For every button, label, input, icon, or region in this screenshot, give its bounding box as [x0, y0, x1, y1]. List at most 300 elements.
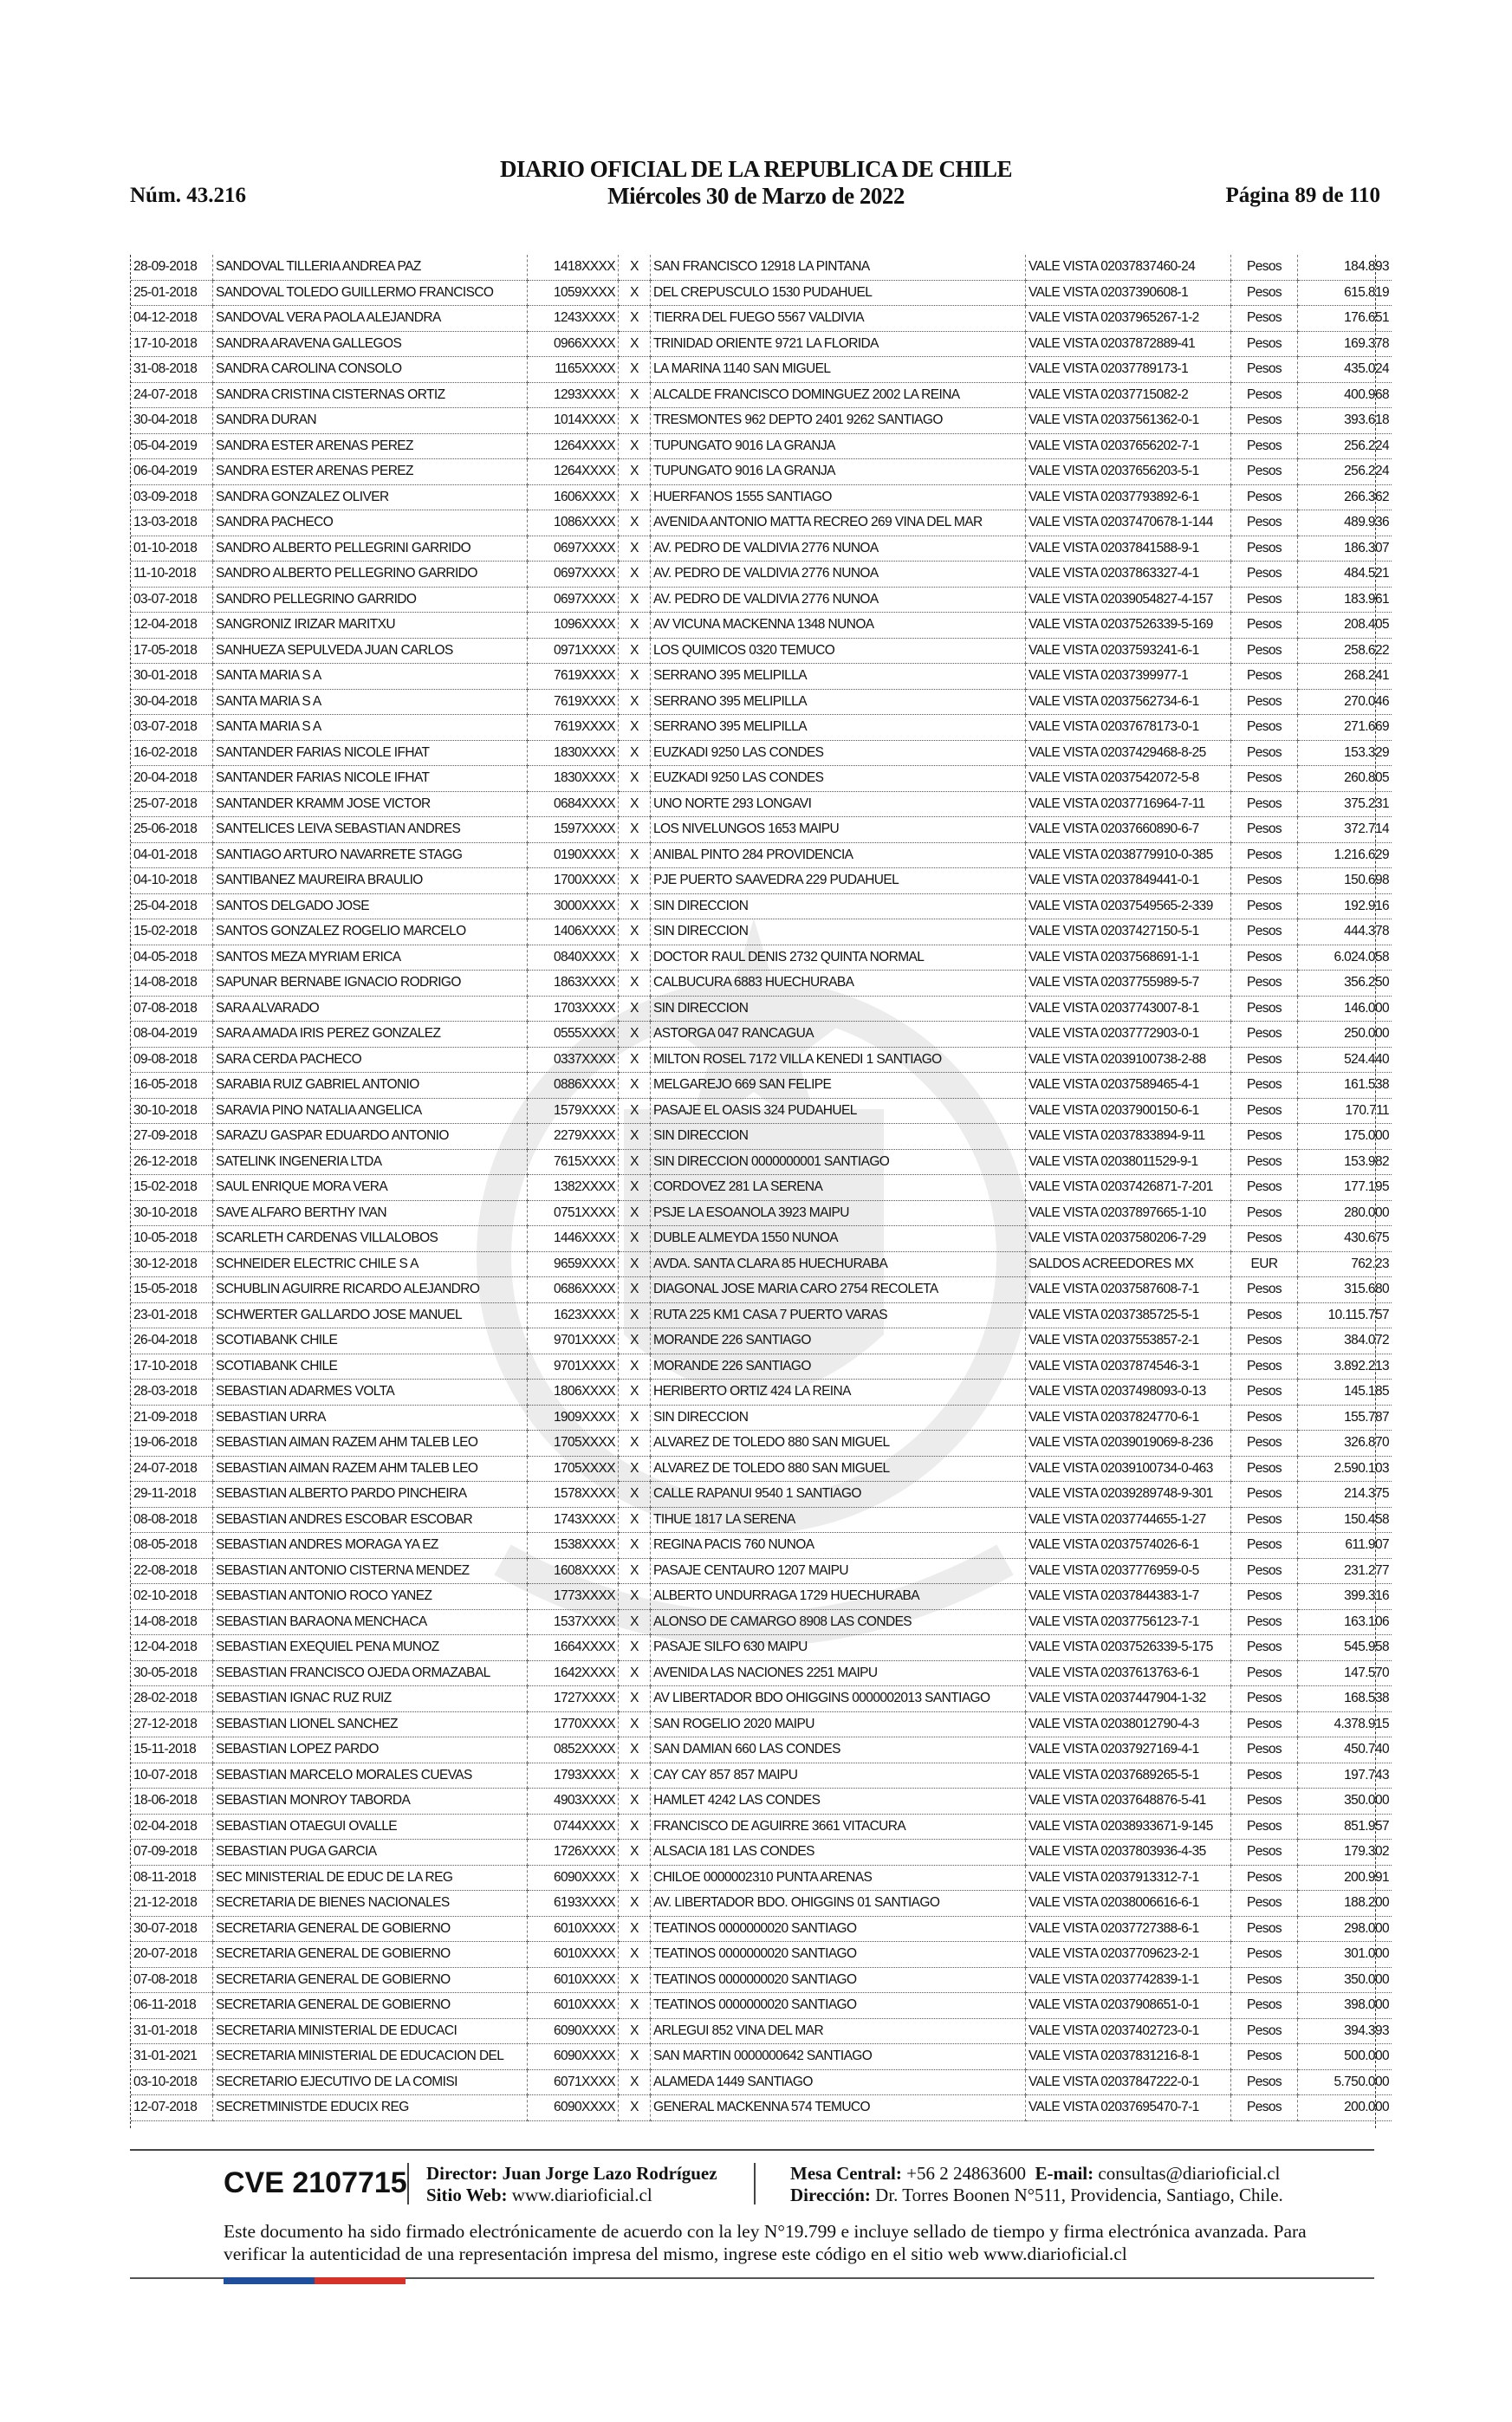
rut-cell: 0744XXXX: [528, 1814, 619, 1840]
rut-cell: 6090XXXX: [528, 1865, 619, 1891]
document-cell: VALE VISTA 02037689265-5-1: [1026, 1763, 1231, 1789]
amount-cell: 271.669: [1298, 715, 1392, 741]
address-value: Dr. Torres Boonen N°511, Providencia, Santiago, Chile.: [875, 2185, 1283, 2205]
amount-cell: 256.224: [1298, 459, 1392, 485]
document-cell: VALE VISTA 02037526339-5-175: [1026, 1635, 1231, 1661]
table-row: [131, 484, 1392, 510]
mark-cell: X: [619, 1405, 651, 1431]
date-cell: 15-11-2018: [131, 1737, 213, 1763]
gazette-title-line1: DIARIO OFICIAL DE LA REPUBLICA DE CHILE: [499, 156, 1013, 182]
date-cell: 08-05-2018: [131, 1533, 213, 1559]
address-cell: SERRANO 395 MELIPILLA: [651, 664, 1026, 690]
table-row: [131, 1609, 1392, 1635]
mark-cell: X: [619, 740, 651, 766]
address-cell: DUBLE ALMEYDA 1550 NUNOA: [651, 1226, 1026, 1252]
document-cell: SALDOS ACREEDORES MX: [1026, 1251, 1231, 1277]
table-row: [131, 1763, 1392, 1789]
table-row: [131, 1660, 1392, 1686]
amount-cell: 350.000: [1298, 1789, 1392, 1815]
table-row: [131, 1686, 1392, 1712]
table-row: [131, 1149, 1392, 1175]
table-row: [131, 1251, 1392, 1277]
table-row: [131, 1354, 1392, 1380]
mark-cell: X: [619, 868, 651, 894]
currency-cell: Pesos: [1231, 510, 1298, 536]
date-cell: 02-04-2018: [131, 1814, 213, 1840]
currency-cell: Pesos: [1231, 484, 1298, 510]
document-cell: VALE VISTA 02037897665-1-10: [1026, 1200, 1231, 1226]
address-cell: SIN DIRECCION: [651, 893, 1026, 919]
table-row: [131, 1098, 1392, 1124]
table-row: [131, 587, 1392, 613]
rut-cell: 0852XXXX: [528, 1737, 619, 1763]
date-cell: 27-12-2018: [131, 1711, 213, 1737]
amount-cell: 258.622: [1298, 638, 1392, 664]
amount-cell: 250.000: [1298, 1022, 1392, 1048]
currency-cell: Pesos: [1231, 1149, 1298, 1175]
document-cell: VALE VISTA 02037833894-9-11: [1026, 1124, 1231, 1150]
address-cell: TRINIDAD ORIENTE 9721 LA FLORIDA: [651, 331, 1026, 357]
mark-cell: X: [619, 1609, 651, 1635]
date-cell: 08-11-2018: [131, 1865, 213, 1891]
currency-cell: Pesos: [1231, 1302, 1298, 1328]
amount-cell: 200.000: [1298, 2095, 1392, 2121]
amount-cell: 270.046: [1298, 689, 1392, 715]
address-cell: SERRANO 395 MELIPILLA: [651, 689, 1026, 715]
rut-cell: 0697XXXX: [528, 536, 619, 562]
document-cell: VALE VISTA 02037648876-5-41: [1026, 1789, 1231, 1815]
amount-cell: 851.957: [1298, 1814, 1392, 1840]
table-row: [131, 791, 1392, 817]
rut-cell: 1597XXXX: [528, 817, 619, 843]
mark-cell: X: [619, 1328, 651, 1354]
address-cell: DIAGONAL JOSE MARIA CARO 2754 RECOLETA: [651, 1277, 1026, 1303]
beneficiary-name-cell: SCARLETH CARDENAS VILLALOBOS: [213, 1226, 528, 1252]
rut-cell: 7619XXXX: [528, 664, 619, 690]
table-row: [131, 664, 1392, 690]
amount-cell: 545.958: [1298, 1635, 1392, 1661]
amount-cell: 350.000: [1298, 1967, 1392, 1993]
address-cell: RUTA 225 KM1 CASA 7 PUERTO VARAS: [651, 1302, 1026, 1328]
address-cell: AV. PEDRO DE VALDIVIA 2776 NUNOA: [651, 536, 1026, 562]
rut-cell: 1830XXXX: [528, 766, 619, 792]
currency-cell: Pesos: [1231, 945, 1298, 971]
amount-cell: 168.538: [1298, 1686, 1392, 1712]
date-cell: 10-07-2018: [131, 1763, 213, 1789]
mark-cell: X: [619, 1073, 651, 1099]
mark-cell: X: [619, 1533, 651, 1559]
date-cell: 03-07-2018: [131, 715, 213, 741]
currency-cell: Pesos: [1231, 306, 1298, 332]
document-cell: VALE VISTA 02038011529-9-1: [1026, 1149, 1231, 1175]
date-cell: 30-12-2018: [131, 1251, 213, 1277]
amount-cell: 326.870: [1298, 1431, 1392, 1457]
date-cell: 26-04-2018: [131, 1328, 213, 1354]
table-row: [131, 893, 1392, 919]
mark-cell: X: [619, 2018, 651, 2044]
mark-cell: X: [619, 1942, 651, 1968]
footer-director-block: [426, 2163, 717, 2206]
date-cell: 22-08-2018: [131, 1558, 213, 1584]
amount-cell: 208.405: [1298, 613, 1392, 639]
rut-cell: 1909XXXX: [528, 1405, 619, 1431]
currency-cell: Pesos: [1231, 1354, 1298, 1380]
beneficiary-name-cell: SEBASTIAN ANTONIO ROCO YANEZ: [213, 1584, 528, 1610]
rut-cell: 6193XXXX: [528, 1891, 619, 1917]
rut-cell: 1773XXXX: [528, 1584, 619, 1610]
mark-cell: X: [619, 484, 651, 510]
address-cell: TUPUNGATO 9016 LA GRANJA: [651, 433, 1026, 459]
table-row: [131, 842, 1392, 868]
document-cell: VALE VISTA 02037561362-0-1: [1026, 408, 1231, 434]
table-row: [131, 2018, 1392, 2044]
amount-cell: 524.440: [1298, 1047, 1392, 1073]
email-link[interactable]: consultas@diarioficial.cl: [1098, 2163, 1281, 2184]
beneficiary-name-cell: SARAVIA PINO NATALIA ANGELICA: [213, 1098, 528, 1124]
rut-cell: 1014XXXX: [528, 408, 619, 434]
document-cell: VALE VISTA 02037908651-0-1: [1026, 1993, 1231, 2019]
mark-cell: X: [619, 613, 651, 639]
footer-separator: [754, 2163, 756, 2204]
document-cell: VALE VISTA 02037613763-6-1: [1026, 1660, 1231, 1686]
address-cell: ARLEGUI 852 VINA DEL MAR: [651, 2018, 1026, 2044]
rut-cell: 0966XXXX: [528, 331, 619, 357]
document-cell: VALE VISTA 02037589465-4-1: [1026, 1073, 1231, 1099]
date-cell: 04-12-2018: [131, 306, 213, 332]
date-cell: 14-08-2018: [131, 971, 213, 997]
amount-cell: 398.000: [1298, 1993, 1392, 2019]
currency-cell: Pesos: [1231, 1686, 1298, 1712]
mark-cell: X: [619, 1200, 651, 1226]
address-cell: PJE PUERTO SAAVEDRA 229 PUDAHUEL: [651, 868, 1026, 894]
beneficiary-name-cell: SEBASTIAN PUGA GARCIA: [213, 1840, 528, 1866]
rut-cell: 1830XXXX: [528, 740, 619, 766]
date-cell: 13-03-2018: [131, 510, 213, 536]
beneficiary-name-cell: SECRETARIA DE BIENES NACIONALES: [213, 1891, 528, 1917]
document-cell: VALE VISTA 02037841588-9-1: [1026, 536, 1231, 562]
beneficiary-name-cell: SEBASTIAN FRANCISCO OJEDA ORMAZABAL: [213, 1660, 528, 1686]
currency-cell: Pesos: [1231, 1022, 1298, 1048]
address-label: Dirección:: [790, 2185, 871, 2205]
document-cell: VALE VISTA 02037844383-1-7: [1026, 1584, 1231, 1610]
mark-cell: X: [619, 996, 651, 1022]
mark-cell: X: [619, 1507, 651, 1533]
table-row: [131, 1277, 1392, 1303]
currency-cell: Pesos: [1231, 1175, 1298, 1201]
mark-cell: X: [619, 1737, 651, 1763]
amount-cell: 615.819: [1298, 280, 1392, 306]
date-cell: 05-04-2019: [131, 433, 213, 459]
date-cell: 15-02-2018: [131, 1175, 213, 1201]
rut-cell: 0337XXXX: [528, 1047, 619, 1073]
amount-cell: 10.115.757: [1298, 1302, 1392, 1328]
currency-cell: Pesos: [1231, 1865, 1298, 1891]
beneficiary-name-cell: SANDOVAL TOLEDO GUILLERMO FRANCISCO: [213, 280, 528, 306]
rut-cell: 7619XXXX: [528, 715, 619, 741]
date-cell: 02-10-2018: [131, 1584, 213, 1610]
address-cell: LA MARINA 1140 SAN MIGUEL: [651, 357, 1026, 383]
address-cell: ALCALDE FRANCISCO DOMINGUEZ 2002 LA REINA: [651, 382, 1026, 408]
table-row: [131, 1840, 1392, 1866]
currency-cell: Pesos: [1231, 587, 1298, 613]
mark-cell: X: [619, 280, 651, 306]
gazette-date: Miércoles 30 de Marzo de 2022: [607, 183, 905, 209]
beneficiary-name-cell: SEBASTIAN ANDRES ESCOBAR ESCOBAR: [213, 1507, 528, 1533]
table-row: [131, 459, 1392, 485]
date-cell: 25-01-2018: [131, 280, 213, 306]
mark-cell: X: [619, 1175, 651, 1201]
date-cell: 06-11-2018: [131, 1993, 213, 2019]
issue-number: Núm. 43.216: [130, 184, 247, 207]
beneficiary-name-cell: SEBASTIAN IGNAC RUZ RUIZ: [213, 1686, 528, 1712]
date-cell: 30-04-2018: [131, 689, 213, 715]
currency-cell: Pesos: [1231, 1226, 1298, 1252]
currency-cell: Pesos: [1231, 1993, 1298, 2019]
mark-cell: X: [619, 536, 651, 562]
rut-cell: 9701XXXX: [528, 1328, 619, 1354]
currency-cell: Pesos: [1231, 562, 1298, 588]
currency-cell: Pesos: [1231, 689, 1298, 715]
currency-cell: Pesos: [1231, 408, 1298, 434]
currency-cell: EUR: [1231, 1251, 1298, 1277]
amount-cell: 170.711: [1298, 1098, 1392, 1124]
phone-label: Mesa Central:: [790, 2163, 902, 2184]
currency-cell: Pesos: [1231, 1405, 1298, 1431]
beneficiary-name-cell: SEBASTIAN ANDRES MORAGA YA EZ: [213, 1533, 528, 1559]
currency-cell: Pesos: [1231, 1124, 1298, 1150]
document-cell: VALE VISTA 02037715082-2: [1026, 382, 1231, 408]
rut-cell: 0751XXXX: [528, 1200, 619, 1226]
rut-cell: 6010XXXX: [528, 1993, 619, 2019]
table-row: [131, 1200, 1392, 1226]
beneficiary-name-cell: SANTIBANEZ MAUREIRA BRAULIO: [213, 868, 528, 894]
address-cell: AVENIDA LAS NACIONES 2251 MAIPU: [651, 1660, 1026, 1686]
beneficiary-name-cell: SANDRA DURAN: [213, 408, 528, 434]
flag-red-segment: [315, 2277, 406, 2284]
address-cell: CAY CAY 857 857 MAIPU: [651, 1763, 1026, 1789]
rut-cell: 1608XXXX: [528, 1558, 619, 1584]
currency-cell: Pesos: [1231, 1660, 1298, 1686]
address-cell: SAN FRANCISCO 12918 LA PINTANA: [651, 255, 1026, 280]
address-cell: TUPUNGATO 9016 LA GRANJA: [651, 459, 1026, 485]
rut-cell: 9701XXXX: [528, 1354, 619, 1380]
beneficiary-name-cell: SECRETARIA MINISTERIAL DE EDUCACI: [213, 2018, 528, 2044]
address-cell: AVDA. SANTA CLARA 85 HUECHURABA: [651, 1251, 1026, 1277]
address-cell: CHILOE 0000002310 PUNTA ARENAS: [651, 1865, 1026, 1891]
amount-cell: 430.675: [1298, 1226, 1392, 1252]
footer-separator: [407, 2163, 409, 2204]
amount-cell: 184.893: [1298, 255, 1392, 280]
rut-cell: 7615XXXX: [528, 1149, 619, 1175]
date-cell: 28-03-2018: [131, 1380, 213, 1406]
currency-cell: Pesos: [1231, 715, 1298, 741]
table-row: [131, 1073, 1392, 1099]
beneficiary-name-cell: SANDRA CRISTINA CISTERNAS ORTIZ: [213, 382, 528, 408]
amount-cell: 6.024.058: [1298, 945, 1392, 971]
table-row: [131, 1865, 1392, 1891]
currency-cell: Pesos: [1231, 331, 1298, 357]
amount-cell: 153.982: [1298, 1149, 1392, 1175]
mark-cell: X: [619, 408, 651, 434]
beneficiary-name-cell: SANDRO ALBERTO PELLEGRINI GARRIDO: [213, 536, 528, 562]
document-cell: VALE VISTA 02037743007-8-1: [1026, 996, 1231, 1022]
currency-cell: Pesos: [1231, 1891, 1298, 1917]
document-cell: VALE VISTA 02037776959-0-5: [1026, 1558, 1231, 1584]
beneficiary-name-cell: SECRETARIA GENERAL DE GOBIERNO: [213, 1993, 528, 2019]
rut-cell: 1664XXXX: [528, 1635, 619, 1661]
beneficiary-name-cell: SEBASTIAN BARAONA MENCHACA: [213, 1609, 528, 1635]
mark-cell: X: [619, 842, 651, 868]
date-cell: 17-10-2018: [131, 1354, 213, 1380]
beneficiary-name-cell: SEBASTIAN ADARMES VOLTA: [213, 1380, 528, 1406]
beneficiary-name-cell: SARAZU GASPAR EDUARDO ANTONIO: [213, 1124, 528, 1150]
currency-cell: Pesos: [1231, 613, 1298, 639]
date-cell: 03-07-2018: [131, 587, 213, 613]
date-cell: 26-12-2018: [131, 1149, 213, 1175]
mark-cell: X: [619, 1456, 651, 1482]
amount-cell: 3.892.213: [1298, 1354, 1392, 1380]
address-cell: REGINA PACIS 760 NUNOA: [651, 1533, 1026, 1559]
table-row: [131, 1967, 1392, 1993]
table-row: [131, 817, 1392, 843]
mark-cell: X: [619, 1686, 651, 1712]
mark-cell: X: [619, 664, 651, 690]
amount-cell: 192.916: [1298, 893, 1392, 919]
document-cell: VALE VISTA 02037426871-7-201: [1026, 1175, 1231, 1201]
table-row: [131, 1558, 1392, 1584]
mark-cell: X: [619, 1022, 651, 1048]
amount-cell: 298.000: [1298, 1916, 1392, 1942]
mark-cell: X: [619, 357, 651, 383]
mark-cell: X: [619, 1711, 651, 1737]
currency-cell: Pesos: [1231, 1942, 1298, 1968]
document-cell: VALE VISTA 02038779910-0-385: [1026, 842, 1231, 868]
currency-cell: Pesos: [1231, 1789, 1298, 1815]
beneficiary-name-cell: SANTA MARIA S A: [213, 689, 528, 715]
amount-cell: 177.195: [1298, 1175, 1392, 1201]
currency-cell: Pesos: [1231, 1507, 1298, 1533]
address-cell: PSJE LA ESOANOLA 3923 MAIPU: [651, 1200, 1026, 1226]
records-table-body: [131, 255, 1392, 2121]
document-cell: VALE VISTA 02037913312-7-1: [1026, 1865, 1231, 1891]
currency-cell: Pesos: [1231, 1047, 1298, 1073]
amount-cell: 375.231: [1298, 791, 1392, 817]
date-cell: 04-05-2018: [131, 945, 213, 971]
date-cell: 12-07-2018: [131, 2095, 213, 2121]
date-cell: 24-07-2018: [131, 382, 213, 408]
mark-cell: X: [619, 1226, 651, 1252]
beneficiary-name-cell: SANTANDER FARIAS NICOLE IFHAT: [213, 766, 528, 792]
amount-cell: 315.680: [1298, 1277, 1392, 1303]
table-row: [131, 1711, 1392, 1737]
rut-cell: 1642XXXX: [528, 1660, 619, 1686]
table-row: [131, 945, 1392, 971]
beneficiary-name-cell: SANDOVAL VERA PAOLA ALEJANDRA: [213, 306, 528, 332]
beneficiary-name-cell: SANTIAGO ARTURO NAVARRETE STAGG: [213, 842, 528, 868]
rut-cell: 7619XXXX: [528, 689, 619, 715]
mark-cell: X: [619, 562, 651, 588]
table-row: [131, 1047, 1392, 1073]
currency-cell: Pesos: [1231, 893, 1298, 919]
table-row: [131, 510, 1392, 536]
footer-divider: [130, 2149, 1374, 2151]
beneficiary-name-cell: SCHWERTER GALLARDO JOSE MANUEL: [213, 1302, 528, 1328]
document-cell: VALE VISTA 02037849441-0-1: [1026, 868, 1231, 894]
beneficiary-name-cell: SCHNEIDER ELECTRIC CHILE S A: [213, 1251, 528, 1277]
rut-cell: 1743XXXX: [528, 1507, 619, 1533]
amount-cell: 231.277: [1298, 1558, 1392, 1584]
amount-cell: 179.302: [1298, 1840, 1392, 1866]
table-row: [131, 1456, 1392, 1482]
document-cell: VALE VISTA 02037385725-5-1: [1026, 1302, 1231, 1328]
currency-cell: Pesos: [1231, 2095, 1298, 2121]
beneficiary-name-cell: SANDRA PACHECO: [213, 510, 528, 536]
date-cell: 20-04-2018: [131, 766, 213, 792]
date-cell: 28-02-2018: [131, 1686, 213, 1712]
address-cell: TIHUE 1817 LA SERENA: [651, 1507, 1026, 1533]
date-cell: 01-10-2018: [131, 536, 213, 562]
date-cell: 19-06-2018: [131, 1431, 213, 1457]
amount-cell: 155.787: [1298, 1405, 1392, 1431]
currency-cell: Pesos: [1231, 1711, 1298, 1737]
rut-cell: 0697XXXX: [528, 562, 619, 588]
beneficiary-name-cell: SANDOVAL TILLERIA ANDREA PAZ: [213, 255, 528, 280]
mark-cell: X: [619, 1814, 651, 1840]
table-row: [131, 382, 1392, 408]
date-cell: 30-04-2018: [131, 408, 213, 434]
mark-cell: X: [619, 1660, 651, 1686]
amount-cell: 393.618: [1298, 408, 1392, 434]
beneficiary-name-cell: SECRETARIA MINISTERIAL DE EDUCACION DEL: [213, 2044, 528, 2070]
currency-cell: Pesos: [1231, 459, 1298, 485]
document-cell: VALE VISTA 02037742839-1-1: [1026, 1967, 1231, 1993]
date-cell: 30-01-2018: [131, 664, 213, 690]
document-cell: VALE VISTA 02037824770-6-1: [1026, 1405, 1231, 1431]
address-cell: ASTORGA 047 RANCAGUA: [651, 1022, 1026, 1048]
beneficiary-name-cell: SEBASTIAN MONROY TABORDA: [213, 1789, 528, 1815]
rut-cell: 1703XXXX: [528, 996, 619, 1022]
document-cell: VALE VISTA 02037656203-5-1: [1026, 459, 1231, 485]
date-cell: 30-05-2018: [131, 1660, 213, 1686]
address-cell: MORANDE 226 SANTIAGO: [651, 1328, 1026, 1354]
rut-cell: 1382XXXX: [528, 1175, 619, 1201]
phone-number: +56 2 24863600: [906, 2163, 1026, 2184]
website-link[interactable]: www.diarioficial.cl: [511, 2185, 652, 2205]
mark-cell: X: [619, 638, 651, 664]
amount-cell: 489.936: [1298, 510, 1392, 536]
document-cell: VALE VISTA 02037831216-8-1: [1026, 2044, 1231, 2070]
mark-cell: X: [619, 971, 651, 997]
table-row: [131, 357, 1392, 383]
date-cell: 21-12-2018: [131, 1891, 213, 1917]
date-cell: 30-10-2018: [131, 1200, 213, 1226]
currency-cell: Pesos: [1231, 791, 1298, 817]
table-row: [131, 433, 1392, 459]
mark-cell: X: [619, 459, 651, 485]
mark-cell: X: [619, 433, 651, 459]
amount-cell: 500.000: [1298, 2044, 1392, 2070]
address-cell: DEL CREPUSCULO 1530 PUDAHUEL: [651, 280, 1026, 306]
document-cell: VALE VISTA 02037863327-4-1: [1026, 562, 1231, 588]
beneficiary-name-cell: SANTELICES LEIVA SEBASTIAN ANDRES: [213, 817, 528, 843]
address-cell: PASAJE EL OASIS 324 PUDAHUEL: [651, 1098, 1026, 1124]
amount-cell: 153.329: [1298, 740, 1392, 766]
address-cell: SAN ROGELIO 2020 MAIPU: [651, 1711, 1026, 1737]
table-row: [131, 1533, 1392, 1559]
mark-cell: X: [619, 2069, 651, 2095]
currency-cell: Pesos: [1231, 1967, 1298, 1993]
table-row: [131, 1789, 1392, 1815]
